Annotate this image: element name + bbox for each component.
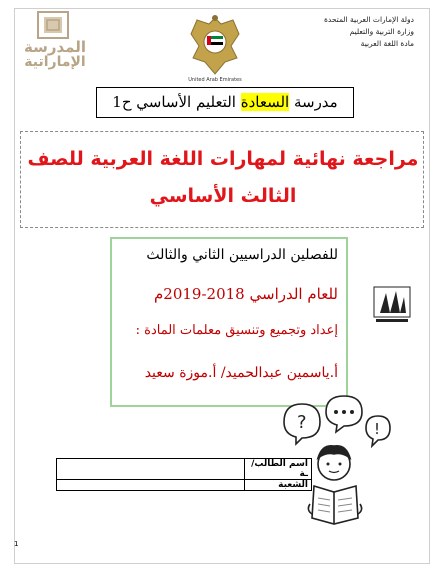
ministry-header — [284, 14, 414, 50]
student-info-table — [56, 458, 312, 491]
ministry-line: مادة اللغة العربية — [360, 39, 414, 48]
school-logo-text-2: الإماراتية — [24, 54, 86, 70]
table-row — [57, 480, 312, 491]
student-name-label: اسم الطالب/ ـة — [245, 459, 312, 480]
school-name-box — [96, 87, 354, 118]
semesters-text: للفصلين الدراسيين الثاني والثالث — [146, 247, 338, 263]
section-field[interactable] — [57, 480, 245, 491]
page-number: 1 — [14, 540, 19, 548]
section-label: الشعبة — [245, 480, 312, 491]
emblem-caption: United Arab Emirates — [188, 77, 242, 83]
school-logo — [20, 10, 90, 70]
svg-text:!: ! — [374, 420, 381, 438]
student-name-field[interactable] — [57, 459, 245, 480]
school-prefix: مدرسة — [289, 93, 338, 111]
tolerance-logo-icon — [372, 285, 412, 325]
ministry-line: دولة الإمارات العربية المتحدة — [323, 15, 414, 24]
title-box — [20, 131, 424, 228]
school-suffix: التعليم الأساسي ح1 — [112, 93, 241, 111]
document-title: مراجعة نهائية لمهارات اللغة العربية للصف — [27, 148, 419, 170]
svg-text:?: ? — [297, 412, 307, 433]
table-row — [57, 459, 312, 480]
reading-child-illustration — [276, 392, 396, 528]
prepared-by: إعداد وتجميع وتنسيق معلمات المادة : — [135, 323, 338, 338]
document-title-line2: الثالث الأساسي — [149, 185, 297, 207]
teacher-names: أ.ياسمين عبدالحميد/ أ.موزة سعيد — [144, 365, 338, 381]
school-name-highlight: السعادة — [240, 93, 290, 111]
details-box — [110, 237, 348, 407]
uae-emblem-icon — [185, 12, 245, 78]
school-logo-text: المدرسة — [24, 38, 86, 56]
ministry-line: وزارة التربية والتعليم — [349, 27, 414, 36]
academic-year: للعام الدراسي 2018-2019م — [153, 285, 338, 303]
